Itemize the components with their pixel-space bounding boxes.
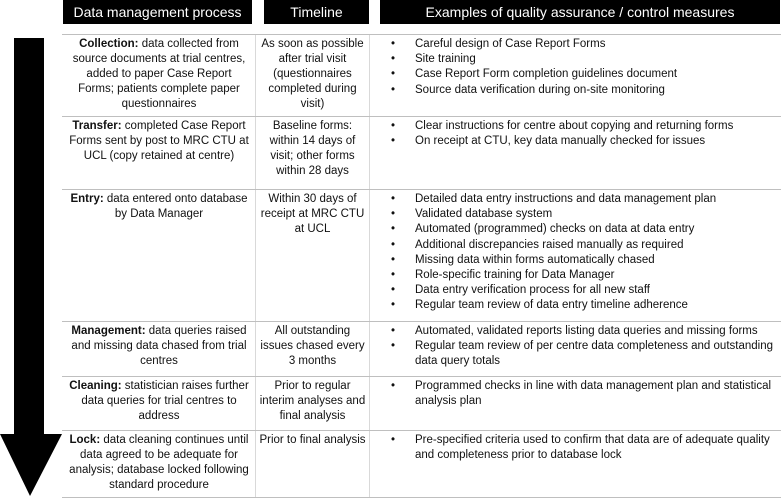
process-cell bbox=[63, 322, 256, 376]
process-cell bbox=[63, 190, 256, 321]
stage-description: data collected from source documents at trial centres, added to paper Case Report Forms; patients complete paper questionnaires bbox=[72, 38, 246, 110]
measure-item: • Automated, validated reports listing data queries and missing forms bbox=[377, 324, 781, 339]
timeline-cell: All outstanding issues chased every 3 months bbox=[256, 322, 370, 376]
measure-item: • Programmed checks in line with data management plan and statistical analysis plan bbox=[377, 379, 781, 409]
measures-cell bbox=[371, 377, 781, 430]
measures-list bbox=[377, 324, 781, 370]
measures-list bbox=[377, 119, 781, 149]
stage-description: completed Case Report Forms sent by post to MRC CTU at UCL (copy retained at centre) bbox=[69, 120, 249, 162]
measure-item: • Automated (programmed) checks on data at data entry bbox=[377, 222, 781, 237]
process-cell bbox=[63, 35, 256, 116]
measure-item: • Pre-specified criteria used to confirm that data are of adequate quality and completeness prior to database lock bbox=[377, 433, 781, 463]
stage-name: Management: bbox=[71, 325, 146, 337]
stage-name: Transfer: bbox=[72, 120, 122, 132]
measures-cell bbox=[371, 322, 781, 376]
process-flow-arrow bbox=[0, 38, 62, 498]
measure-item: • Role-specific training for Data Manager bbox=[377, 268, 781, 283]
measures-cell bbox=[371, 431, 781, 497]
stage-name: Cleaning: bbox=[69, 380, 122, 392]
process-cell bbox=[63, 117, 256, 189]
table-row-management bbox=[62, 321, 781, 376]
stage-name: Lock: bbox=[69, 434, 101, 446]
arrow-shape bbox=[0, 38, 62, 496]
table-row-transfer bbox=[62, 116, 781, 189]
measures-list bbox=[377, 192, 781, 314]
stage-description: data entered onto database by Data Manager bbox=[106, 193, 248, 220]
header-timeline: Timeline bbox=[264, 0, 369, 24]
timeline-cell: Prior to regular interim analyses and final analysis bbox=[256, 377, 370, 430]
measure-item: • Validated database system bbox=[377, 207, 781, 222]
table-row-entry bbox=[62, 189, 781, 321]
timeline-cell: Baseline forms: within 14 days of visit; other forms within 28 days bbox=[256, 117, 370, 189]
measure-item: • Clear instructions for centre about copying and returning forms bbox=[377, 119, 781, 134]
measure-item: • Detailed data entry instructions and data management plan bbox=[377, 192, 781, 207]
measures-list bbox=[377, 37, 781, 98]
measure-item: • Case Report Form completion guidelines document bbox=[377, 67, 781, 82]
measure-item: • Source data verification during on-site monitoring bbox=[377, 83, 781, 98]
measure-item: • Regular team review of per centre data completeness and outstanding data query totals bbox=[377, 339, 781, 369]
measure-item: • Data entry verification process for all new staff bbox=[377, 283, 781, 298]
stage-name: Collection: bbox=[79, 38, 139, 50]
table-row-collection bbox=[62, 34, 781, 116]
stage-description: data queries raised and missing data chased from trial centres bbox=[71, 325, 247, 367]
measure-item: • Additional discrepancies raised manually as required bbox=[377, 238, 781, 253]
process-cell bbox=[63, 377, 256, 430]
measure-item: • Site training bbox=[377, 52, 781, 67]
table-row-cleaning bbox=[62, 376, 781, 430]
measure-item: • On receipt at CTU, key data manually checked for issues bbox=[377, 134, 781, 149]
stage-name: Entry: bbox=[70, 193, 104, 205]
timeline-cell: Within 30 days of receipt at MRC CTU at UCL bbox=[256, 190, 370, 321]
stage-description: data cleaning continues until data agreed to be adequate for analysis; database locked following standard procedure bbox=[69, 434, 249, 491]
measures-cell bbox=[371, 35, 781, 116]
process-cell bbox=[63, 431, 256, 497]
measures-list bbox=[377, 379, 781, 409]
measure-item: • Missing data within forms automatically chased bbox=[377, 253, 781, 268]
measure-item: • Regular team review of data entry timeline adherence bbox=[377, 298, 781, 313]
header-quality-measures: Examples of quality assurance / control measures bbox=[380, 0, 780, 24]
measure-item: • Careful design of Case Report Forms bbox=[377, 37, 781, 52]
header-process: Data management process bbox=[63, 0, 252, 24]
timeline-cell: As soon as possible after trial visit (questionnaires completed during visit) bbox=[256, 35, 370, 116]
measures-cell bbox=[371, 190, 781, 321]
stage-description: statistician raises further data queries for trial centres to address bbox=[81, 380, 249, 422]
table-row-lock bbox=[62, 430, 781, 498]
measures-cell bbox=[371, 117, 781, 189]
measures-list bbox=[377, 433, 781, 463]
timeline-cell: Prior to final analysis bbox=[256, 431, 370, 497]
